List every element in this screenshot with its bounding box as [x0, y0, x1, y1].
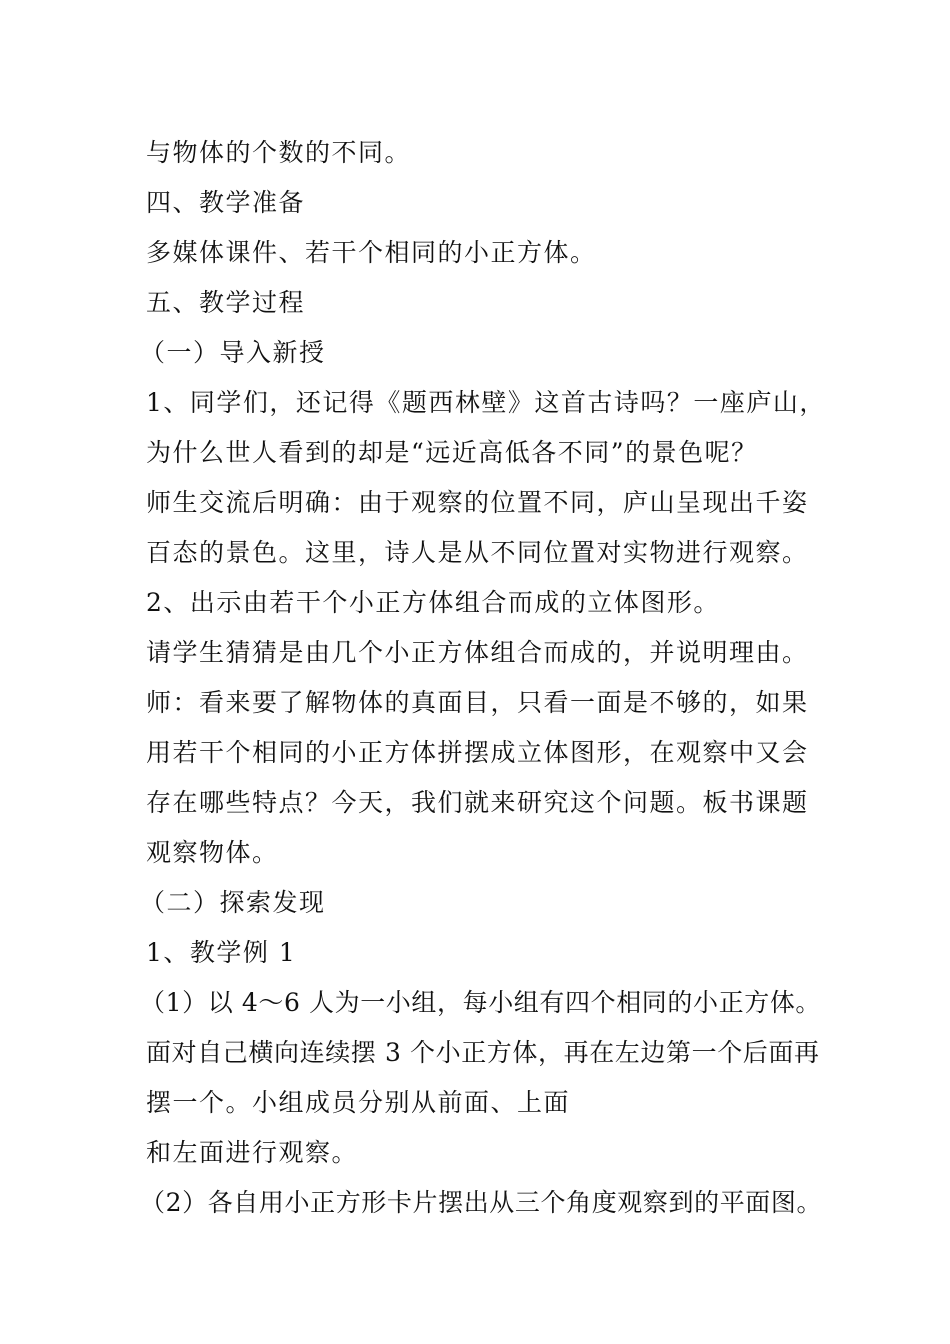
text-line: 请学生猜猜是由几个小正方体组合而成的，并说明理由。 — [146, 638, 809, 667]
text-line: 百态的景色。这里，诗人是从不同位置对实物进行观察。 — [146, 538, 809, 567]
text-line: 1、同学们，还记得《题西林壁》这首古诗吗？一座庐山， — [146, 388, 826, 417]
text-line: 2、出示由若干个小正方体组合而成的立体图形。 — [146, 588, 720, 617]
subsection-heading: （一）导入新授 — [140, 338, 326, 367]
text-line: 1、教学例 1 — [146, 938, 297, 967]
text-line: 师生交流后明确：由于观察的位置不同，庐山呈现出千姿 — [146, 488, 809, 517]
text-line: 用若干个相同的小正方体拼摆成立体图形，在观察中又会 — [146, 738, 809, 767]
text-line: 师：看来要了解物体的真面目，只看一面是不够的，如果 — [146, 688, 809, 717]
text-line: （1）以 4～6 人为一小组，每小组有四个相同的小正方体。 — [140, 988, 822, 1017]
text-line: 面对自己横向连续摆 3 个小正方体，再在左边第一个后面再 — [146, 1038, 820, 1067]
text-line: 与物体的个数的不同。 — [146, 138, 412, 167]
section-heading: 四、教学准备 — [146, 188, 306, 217]
subsection-heading: （二）探索发现 — [140, 888, 326, 917]
text-line: 存在哪些特点？今天，我们就来研究这个问题。板书课题 — [146, 788, 809, 817]
text-line: 摆一个。小组成员分别从前面、上面 — [146, 1088, 571, 1117]
text-line: 为什么世人看到的却是“远近高低各不同”的景色呢？ — [146, 438, 758, 467]
text-line: 和左面进行观察。 — [146, 1138, 359, 1167]
text-line: 多媒体课件、若干个相同的小正方体。 — [146, 238, 597, 267]
text-line: 观察物体。 — [146, 838, 279, 867]
section-heading: 五、教学过程 — [146, 288, 306, 317]
text-line: （2）各自用小正方形卡片摆出从三个角度观察到的平面图。 — [140, 1188, 823, 1217]
